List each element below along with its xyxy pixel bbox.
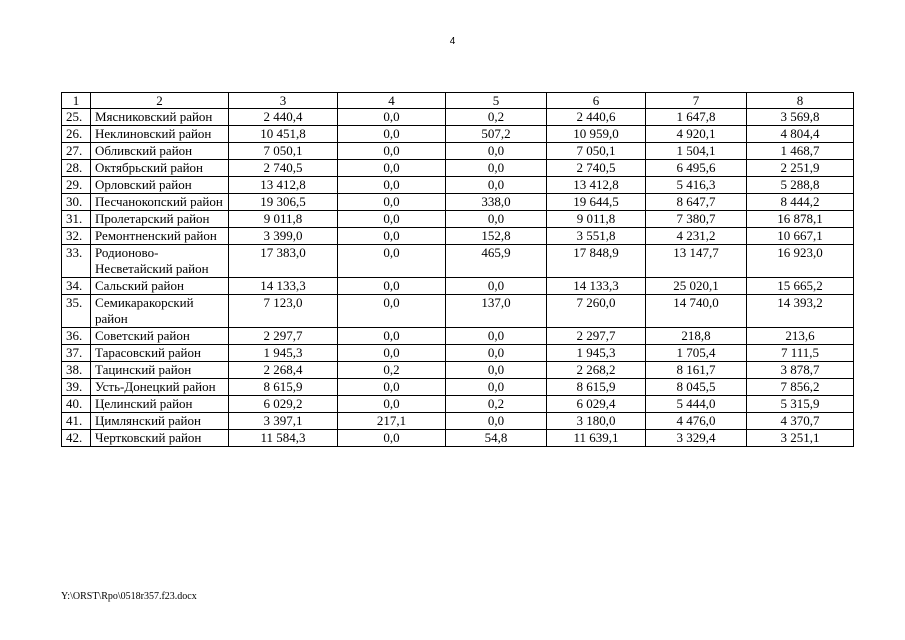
value-cell: 3 551,8 xyxy=(547,228,646,245)
value-cell: 0,0 xyxy=(446,160,547,177)
row-number-cell: 35. xyxy=(62,295,91,328)
value-cell: 0,0 xyxy=(446,413,547,430)
value-cell: 7 050,1 xyxy=(547,143,646,160)
district-name-cell: Тарасовский район xyxy=(91,345,229,362)
value-cell: 2 297,7 xyxy=(229,328,338,345)
value-cell: 11 584,3 xyxy=(229,430,338,447)
value-cell: 13 412,8 xyxy=(229,177,338,194)
value-cell: 11 639,1 xyxy=(547,430,646,447)
row-number-cell: 26. xyxy=(62,126,91,143)
value-cell: 4 476,0 xyxy=(646,413,747,430)
value-cell: 5 288,8 xyxy=(747,177,854,194)
value-cell: 1 647,8 xyxy=(646,109,747,126)
value-cell: 5 416,3 xyxy=(646,177,747,194)
value-cell: 3 180,0 xyxy=(547,413,646,430)
value-cell: 3 878,7 xyxy=(747,362,854,379)
value-cell: 14 740,0 xyxy=(646,295,747,328)
value-cell: 4 370,7 xyxy=(747,413,854,430)
row-number-cell: 42. xyxy=(62,430,91,447)
district-name-cell: Орловский район xyxy=(91,177,229,194)
value-cell: 8 161,7 xyxy=(646,362,747,379)
value-cell: 152,8 xyxy=(446,228,547,245)
value-cell: 15 665,2 xyxy=(747,278,854,295)
value-cell: 7 856,2 xyxy=(747,379,854,396)
value-cell: 14 133,3 xyxy=(547,278,646,295)
table-row xyxy=(62,177,854,194)
value-cell: 0,0 xyxy=(446,345,547,362)
table-row xyxy=(62,430,854,447)
district-name-cell: Песчанокопский район xyxy=(91,194,229,211)
value-cell: 2 740,5 xyxy=(229,160,338,177)
row-number-cell: 28. xyxy=(62,160,91,177)
value-cell: 4 231,2 xyxy=(646,228,747,245)
value-cell: 10 451,8 xyxy=(229,126,338,143)
district-name-cell: Ремонтненский район xyxy=(91,228,229,245)
district-name-cell: Сальский район xyxy=(91,278,229,295)
value-cell: 2 251,9 xyxy=(747,160,854,177)
header-cell: 4 xyxy=(338,93,446,109)
value-cell: 7 260,0 xyxy=(547,295,646,328)
value-cell: 0,0 xyxy=(338,109,446,126)
value-cell: 2 440,6 xyxy=(547,109,646,126)
row-number-cell: 32. xyxy=(62,228,91,245)
value-cell: 0,0 xyxy=(338,328,446,345)
district-name-cell: Целинский район xyxy=(91,396,229,413)
value-cell: 0,2 xyxy=(338,362,446,379)
value-cell: 9 011,8 xyxy=(229,211,338,228)
value-cell: 0,0 xyxy=(338,278,446,295)
row-number-cell: 30. xyxy=(62,194,91,211)
value-cell: 3 397,1 xyxy=(229,413,338,430)
value-cell: 3 251,1 xyxy=(747,430,854,447)
value-cell: 8 615,9 xyxy=(229,379,338,396)
value-cell: 0,2 xyxy=(446,109,547,126)
value-cell: 5 315,9 xyxy=(747,396,854,413)
value-cell: 338,0 xyxy=(446,194,547,211)
value-cell: 0,0 xyxy=(338,379,446,396)
table-row xyxy=(62,278,854,295)
value-cell: 10 667,1 xyxy=(747,228,854,245)
table-row xyxy=(62,379,854,396)
table-row xyxy=(62,143,854,160)
value-cell: 0,0 xyxy=(338,126,446,143)
row-number-cell: 29. xyxy=(62,177,91,194)
value-cell: 6 029,4 xyxy=(547,396,646,413)
page-number: 4 xyxy=(449,36,456,47)
value-cell: 0,0 xyxy=(338,228,446,245)
value-cell: 1 468,7 xyxy=(747,143,854,160)
value-cell: 16 878,1 xyxy=(747,211,854,228)
data-table xyxy=(61,92,854,447)
row-number-cell: 33. xyxy=(62,245,91,278)
value-cell: 8 647,7 xyxy=(646,194,747,211)
header-cell: 3 xyxy=(229,93,338,109)
value-cell: 0,0 xyxy=(338,295,446,328)
value-cell: 19 306,5 xyxy=(229,194,338,211)
header-cell: 1 xyxy=(62,93,91,109)
value-cell: 0,0 xyxy=(338,396,446,413)
value-cell: 0,0 xyxy=(338,211,446,228)
district-name-cell: Тацинский район xyxy=(91,362,229,379)
district-name-cell: Октябрьский район xyxy=(91,160,229,177)
value-cell: 5 444,0 xyxy=(646,396,747,413)
value-cell: 0,2 xyxy=(446,396,547,413)
value-cell: 0,0 xyxy=(338,143,446,160)
footer-file-path: Y:\ORST\Rpo\0518r357.f23.docx xyxy=(61,591,197,602)
value-cell: 8 615,9 xyxy=(547,379,646,396)
value-cell: 13 147,7 xyxy=(646,245,747,278)
value-cell: 0,0 xyxy=(446,278,547,295)
table-row xyxy=(62,413,854,430)
value-cell: 2 740,5 xyxy=(547,160,646,177)
row-number-cell: 38. xyxy=(62,362,91,379)
header-cell: 8 xyxy=(747,93,854,109)
value-cell: 25 020,1 xyxy=(646,278,747,295)
value-cell: 16 923,0 xyxy=(747,245,854,278)
value-cell: 13 412,8 xyxy=(547,177,646,194)
district-name-cell: Чертковский район xyxy=(91,430,229,447)
value-cell: 17 848,9 xyxy=(547,245,646,278)
row-number-cell: 31. xyxy=(62,211,91,228)
value-cell: 2 297,7 xyxy=(547,328,646,345)
value-cell: 465,9 xyxy=(446,245,547,278)
value-cell: 3 329,4 xyxy=(646,430,747,447)
table-row xyxy=(62,396,854,413)
value-cell: 507,2 xyxy=(446,126,547,143)
header-cell: 5 xyxy=(446,93,547,109)
table-row xyxy=(62,328,854,345)
value-cell: 1 945,3 xyxy=(547,345,646,362)
value-cell: 217,1 xyxy=(338,413,446,430)
value-cell: 6 495,6 xyxy=(646,160,747,177)
table-row xyxy=(62,245,854,278)
header-cell: 7 xyxy=(646,93,747,109)
value-cell: 0,0 xyxy=(338,430,446,447)
value-cell: 7 123,0 xyxy=(229,295,338,328)
district-name-cell: Мясниковский район xyxy=(91,109,229,126)
value-cell: 1 504,1 xyxy=(646,143,747,160)
row-number-cell: 37. xyxy=(62,345,91,362)
value-cell: 8 444,2 xyxy=(747,194,854,211)
value-cell: 0,0 xyxy=(446,362,547,379)
value-cell: 213,6 xyxy=(747,328,854,345)
table-row xyxy=(62,160,854,177)
value-cell: 0,0 xyxy=(446,328,547,345)
value-cell: 0,0 xyxy=(338,194,446,211)
value-cell: 7 111,5 xyxy=(747,345,854,362)
value-cell: 3 569,8 xyxy=(747,109,854,126)
value-cell: 0,0 xyxy=(338,245,446,278)
table-body xyxy=(62,93,854,447)
row-number-cell: 27. xyxy=(62,143,91,160)
value-cell: 3 399,0 xyxy=(229,228,338,245)
value-cell: 2 440,4 xyxy=(229,109,338,126)
value-cell: 0,0 xyxy=(446,211,547,228)
value-cell: 8 045,5 xyxy=(646,379,747,396)
row-number-cell: 36. xyxy=(62,328,91,345)
header-cell: 2 xyxy=(91,93,229,109)
district-name-cell: Усть-Донецкий район xyxy=(91,379,229,396)
value-cell: 14 393,2 xyxy=(747,295,854,328)
value-cell: 14 133,3 xyxy=(229,278,338,295)
table-row xyxy=(62,345,854,362)
row-number-cell: 34. xyxy=(62,278,91,295)
value-cell: 9 011,8 xyxy=(547,211,646,228)
value-cell: 7 050,1 xyxy=(229,143,338,160)
row-number-cell: 25. xyxy=(62,109,91,126)
value-cell: 0,0 xyxy=(338,345,446,362)
table-row xyxy=(62,109,854,126)
district-name-cell: Пролетарский район xyxy=(91,211,229,228)
value-cell: 10 959,0 xyxy=(547,126,646,143)
table-header-row xyxy=(62,93,854,109)
value-cell: 0,0 xyxy=(446,143,547,160)
row-number-cell: 41. xyxy=(62,413,91,430)
header-cell: 6 xyxy=(547,93,646,109)
value-cell: 2 268,4 xyxy=(229,362,338,379)
table-row xyxy=(62,126,854,143)
district-name-cell: Обливский район xyxy=(91,143,229,160)
district-name-cell: Родионово-Несветайский район xyxy=(91,245,229,278)
row-number-cell: 39. xyxy=(62,379,91,396)
value-cell: 4 804,4 xyxy=(747,126,854,143)
value-cell: 17 383,0 xyxy=(229,245,338,278)
value-cell: 7 380,7 xyxy=(646,211,747,228)
district-name-cell: Неклиновский район xyxy=(91,126,229,143)
value-cell: 2 268,2 xyxy=(547,362,646,379)
table-row xyxy=(62,295,854,328)
value-cell: 0,0 xyxy=(446,177,547,194)
table-row xyxy=(62,194,854,211)
value-cell: 1 705,4 xyxy=(646,345,747,362)
value-cell: 6 029,2 xyxy=(229,396,338,413)
value-cell: 4 920,1 xyxy=(646,126,747,143)
value-cell: 0,0 xyxy=(338,177,446,194)
table-row xyxy=(62,211,854,228)
table-row xyxy=(62,362,854,379)
district-name-cell: Семикаракорский район xyxy=(91,295,229,328)
value-cell: 19 644,5 xyxy=(547,194,646,211)
value-cell: 1 945,3 xyxy=(229,345,338,362)
value-cell: 0,0 xyxy=(338,160,446,177)
value-cell: 218,8 xyxy=(646,328,747,345)
value-cell: 0,0 xyxy=(446,379,547,396)
value-cell: 54,8 xyxy=(446,430,547,447)
row-number-cell: 40. xyxy=(62,396,91,413)
value-cell: 137,0 xyxy=(446,295,547,328)
district-name-cell: Цимлянский район xyxy=(91,413,229,430)
district-name-cell: Советский район xyxy=(91,328,229,345)
table-row xyxy=(62,228,854,245)
